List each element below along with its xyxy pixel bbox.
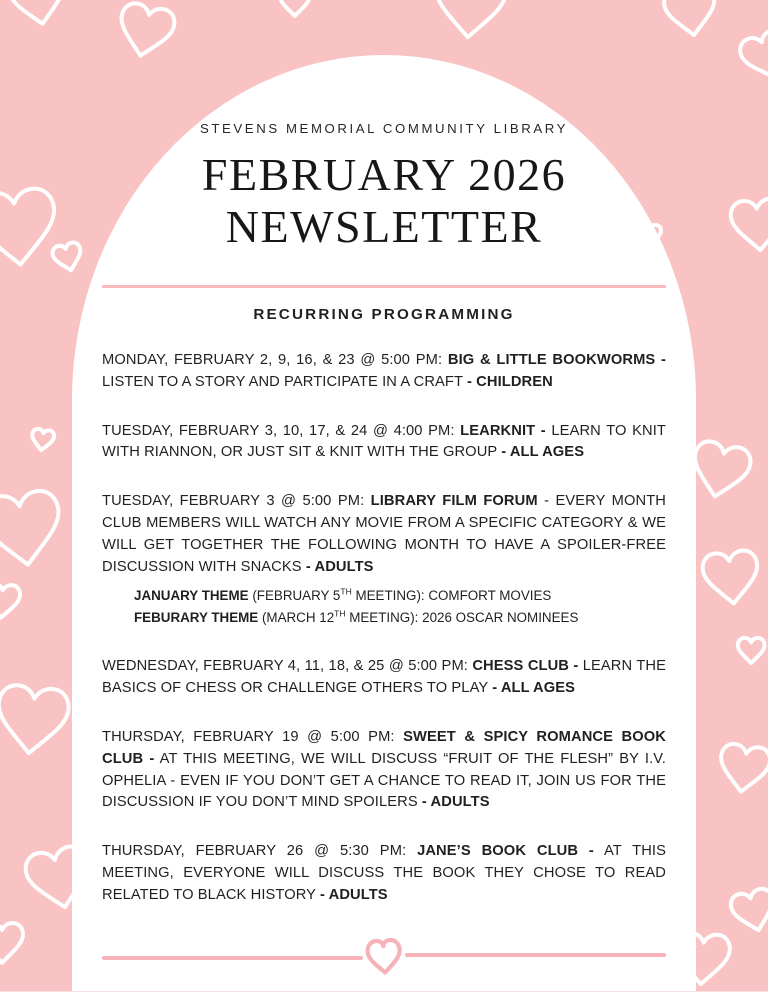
title-divider: [102, 285, 666, 288]
section-heading: RECURRING PROGRAMMING: [253, 306, 515, 323]
text-segment: - ALL AGES: [501, 444, 585, 461]
text-segment: THURSDAY, FEBRUARY 26 @ 5:30 PM:: [102, 843, 418, 860]
heart-icon: [30, 428, 55, 452]
title-line-1: FEBRUARY 2026: [201, 149, 567, 200]
text-segment: MONDAY, FEBRUARY 2, 9, 16, & 23 @ 5:00 PM:: [102, 352, 448, 368]
heart-icon: [280, 0, 309, 16]
event-paragraph: [102, 491, 671, 578]
text-segment: LEARN THE BASICS OF CHESS OR CHALLENGE OTHERS TO PLAY: [102, 658, 671, 697]
heart-icon: [701, 549, 761, 606]
event-paragraph: [102, 656, 671, 700]
library-name: STEVENS MEMORIAL COMMUNITY LIBRARY: [199, 121, 569, 136]
text-segment: - ADULTS: [320, 886, 388, 903]
text-segment: BIG & LITTLE BOOKWORMS -: [447, 352, 666, 368]
text-segment: TH: [340, 586, 352, 597]
text-segment: - ALL AGES: [492, 680, 576, 697]
heart-icon: [0, 489, 65, 570]
events-list: [102, 350, 671, 907]
text-segment: (FEBRUARY 5: [248, 588, 341, 604]
heart-icon: [687, 439, 753, 502]
text-segment: - CHILDREN: [467, 373, 553, 390]
heart-icon: [0, 583, 21, 618]
text-segment: WEDNESDAY, FEBRUARY 4, 11, 18, & 25 @ 5:00 PM:: [102, 658, 473, 675]
event-paragraph: [102, 727, 671, 814]
text-segment: JANE’S BOOK CLUB -: [417, 843, 594, 860]
text-segment: TUESDAY, FEBRUARY 3 @ 5:00 PM:: [102, 493, 371, 510]
heart-icon: [51, 241, 85, 273]
heart-icon: [8, 0, 69, 28]
newsletter-card: [72, 55, 696, 992]
text-segment: - EVERY MONTH CLUB MEMBERS WILL WATCH ANY MOVIE FROM A SPECIFIC CATEGORY & WE WILL GET TOGETHER THE FOLLOWING MONTH TO HAVE A SPOILER-FREE DISCUSSION WITH SNACKS: [102, 493, 671, 575]
heart-icon: [0, 187, 59, 269]
page-bottom-edge: [0, 991, 768, 992]
text-segment: TH: [334, 608, 346, 619]
divider-line-right: [405, 953, 666, 957]
text-segment: CHESS CLUB -: [472, 658, 579, 675]
heart-icon: [0, 923, 23, 963]
text-segment: - ADULTS: [421, 794, 490, 811]
title-line-2: NEWSLETTER: [225, 201, 543, 252]
heart-icon: [730, 198, 768, 253]
heart-icon: [729, 887, 768, 936]
newsletter-title: [102, 149, 666, 253]
heart-icon: [738, 638, 765, 663]
heart-icon: [0, 684, 70, 757]
text-segment: AT THIS MEETING, EVERYONE WILL DISCUSS THE BOOK THEY CHOSE TO READ RELATED TO BLACK HISTORY: [102, 843, 671, 903]
event-paragraph: [102, 421, 671, 465]
heart-icon: [433, 0, 507, 40]
divider-line-left: [102, 956, 363, 960]
text-segment: LEARN TO KNIT WITH RIANNON, OR JUST SIT & KNIT WITH THE GROUP: [102, 422, 671, 461]
text-segment: - ADULTS: [305, 558, 374, 575]
text-segment: MEETING): 2026 OSCAR NOMINEES: [345, 609, 579, 625]
text-segment: MEETING): COMFORT MOVIES: [351, 588, 552, 604]
text-segment: (MARCH 12: [258, 609, 335, 625]
text-segment: LIBRARY FILM FORUM: [370, 493, 538, 510]
event-paragraph: [102, 350, 671, 394]
film-forum-themes: [134, 585, 666, 628]
heart-icon: [717, 742, 768, 795]
event-paragraph: [102, 841, 671, 906]
text-segment: LEARKNIT -: [460, 422, 546, 439]
theme-line: [134, 607, 666, 629]
text-segment: LISTEN TO A STORY AND PARTICIPATE IN A CRAFT: [102, 352, 671, 390]
text-segment: FEBURARY THEME: [134, 609, 259, 625]
heart-icon: [662, 0, 719, 39]
text-segment: TUESDAY, FEBRUARY 3, 10, 17, & 24 @ 4:00 PM:: [102, 422, 461, 439]
heart-icon: [114, 1, 177, 61]
theme-line: [134, 585, 666, 607]
text-segment: SWEET & SPICY ROMANCE BOOK CLUB -: [102, 728, 671, 767]
heart-icon: [737, 27, 768, 86]
heart-icon: [360, 934, 408, 978]
heart-divider: [102, 934, 666, 978]
text-segment: AT THIS MEETING, WE WILL DISCUSS “FRUIT OF THE FLESH” BY I.V. OPHELIA - EVEN IF YOU DON’T GET A CHANCE TO READ IT, JOIN US FOR THE DISCUSSION IF YOU DON’T MIND SPOILERS: [102, 750, 671, 811]
text-segment: THURSDAY, FEBRUARY 19 @ 5:00 PM:: [102, 728, 404, 745]
text-segment: JANUARY THEME: [134, 588, 249, 604]
